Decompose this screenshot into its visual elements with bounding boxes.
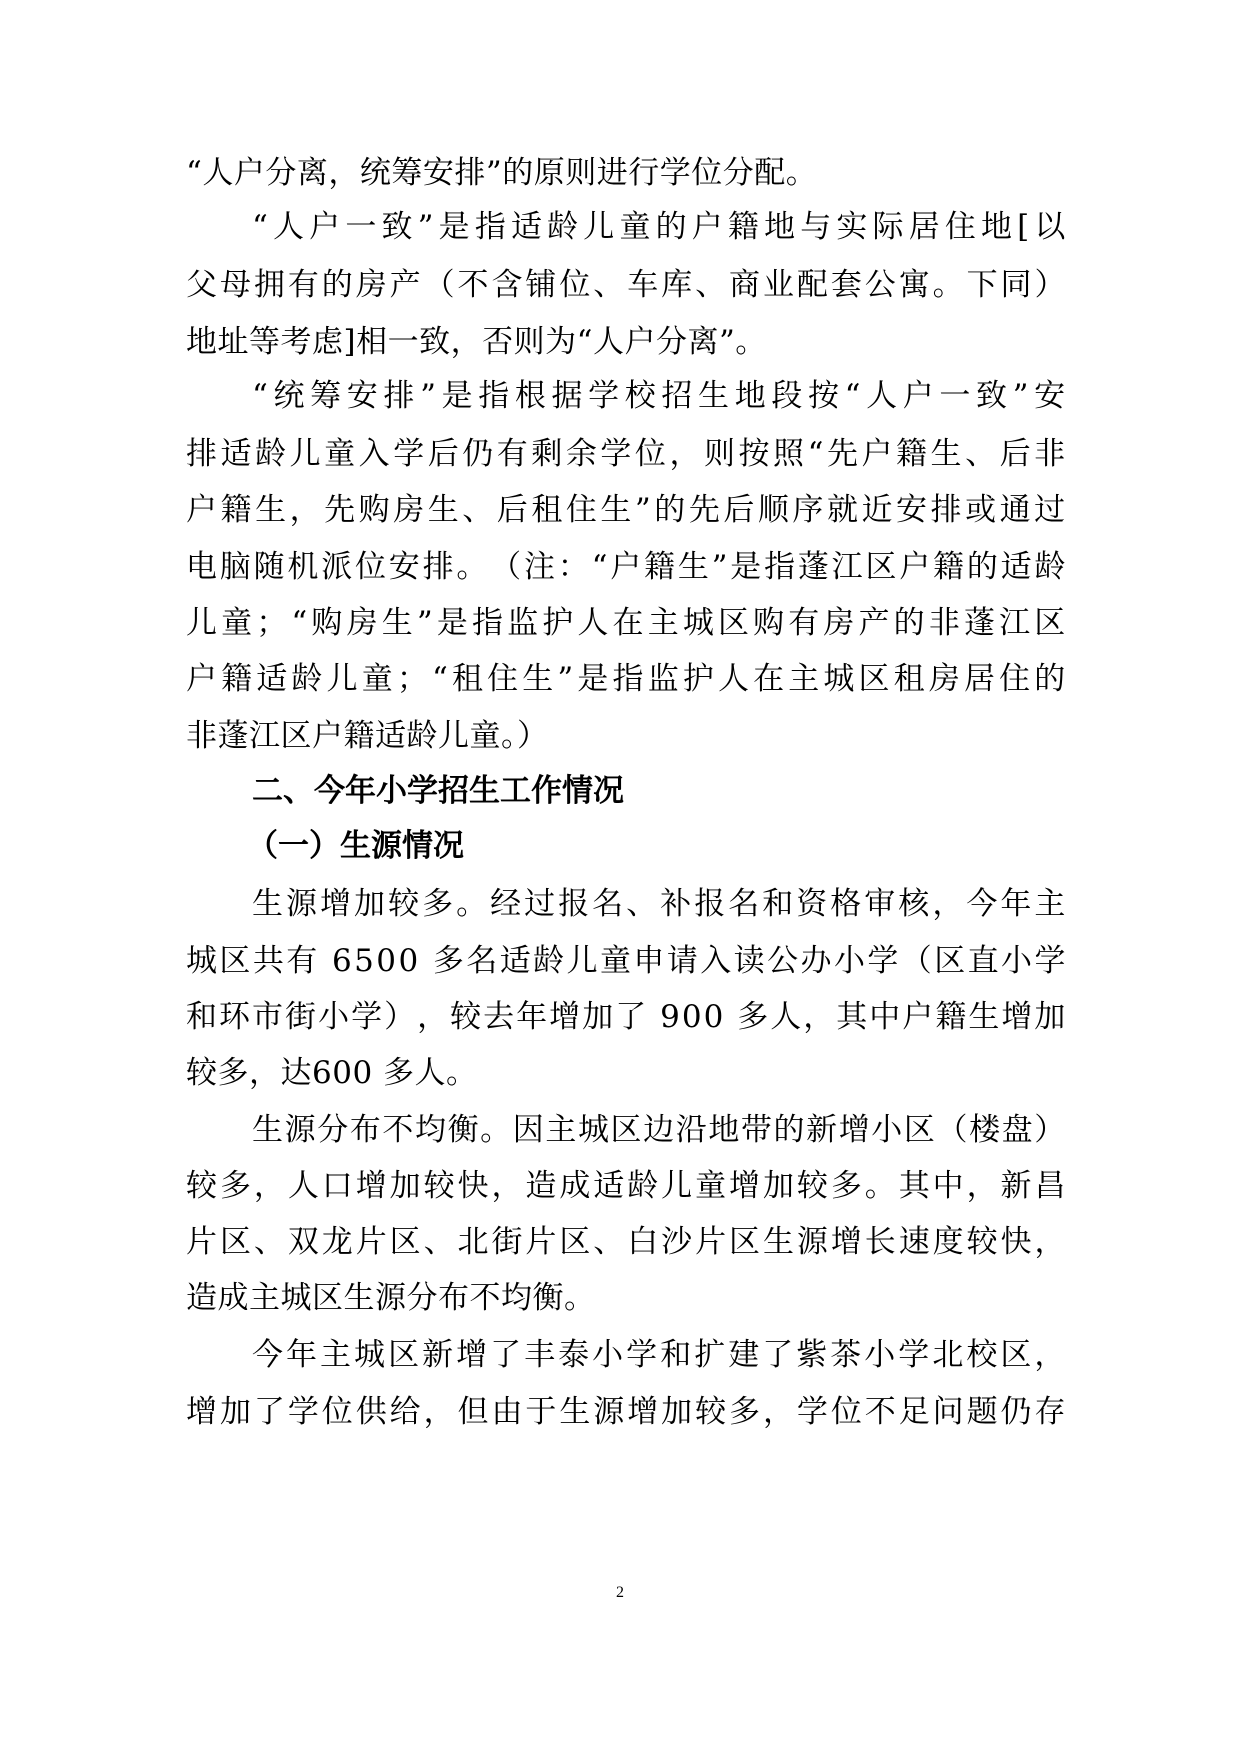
body-text-line: 生 源 分 布 不 均 衡 。 因 主 城 区 边 沿 地 带 的 新 增 小 区 （ 楼 盘 ） [252,1112,1066,1148]
body-text-line: 增 加 了 学 位 供 给 ， 但 由 于 生 源 增 加 较 多 ， 学 位 不 足 问 题 仍 存 [186,1394,1066,1430]
body-text-line: 今 年 主 城 区 新 增 了 丰 泰 小 学 和 扩 建 了 紫 茶 小 学 北 校 区 ， [252,1337,1066,1373]
body-text-line: 地址等考虑]相一致，否则为“人户分离”。 [186,324,767,360]
body-text-line: 较多，达600 多人。 [186,1055,478,1091]
body-text-line: 排 适 龄 儿 童 入 学 后 仍 有 剩 余 学 位 ， 则 按 照 “ 先 户 籍 生 、 后 非 [186,436,1066,472]
body-text-line: 较 多 ， 人 口 增 加 较 快 ， 造 成 适 龄 儿 童 增 加 较 多 。 其 中 ， 新 昌 [186,1168,1066,1204]
section-heading: 二、今年小学招生工作情况 [252,773,624,809]
body-text-line: 城 区 共 有 6 5 0 0 多 名 适 龄 儿 童 申 请 入 读 公 办 小 学 （ 区 直 小 学 [186,943,1066,979]
body-text-line: 和 环 市 街 小 学 ） ， 较 去 年 增 加 了 9 0 0 多 人 ， 其 中 户 籍 生 增 加 [186,999,1066,1035]
body-text-line: 片 区 、 双 龙 片 区 、 北 街 片 区 、 白 沙 片 区 生 源 增 长 速 度 较 快 ， [186,1224,1066,1260]
body-text-line: 父 母 拥 有 的 房 产 （ 不 含 铺 位 、 车 库 、 商 业 配 套 公 寓 。 下 同 ） [186,267,1066,303]
body-text-line: 造成主城区生源分布不均衡。 [186,1280,596,1316]
body-text-line: 户 籍 生 ， 先 购 房 生 、 后 租 住 生 ” 的 先 后 顺 序 就 近 安 排 或 通 过 [186,492,1066,528]
page-number: 2 [616,1584,624,1601]
body-text-line: 户 籍 适 龄 儿 童 ； “ 租 住 生 ” 是 指 监 护 人 在 主 城 区 租 房 居 住 的 [186,661,1066,697]
body-text-line: 生 源 增 加 较 多 。 经 过 报 名 、 补 报 名 和 资 格 审 核 ， 今 年 主 [252,886,1066,922]
body-text-line: “ 统 筹 安 排 ” 是 指 根 据 学 校 招 生 地 段 按 “ 人 户 一 致 ” 安 [252,378,1066,414]
body-text-line: “ 人 户 一 致 ” 是 指 适 龄 儿 童 的 户 籍 地 与 实 际 居 住 地 [ 以 [252,209,1066,245]
body-text-line: “人户分离，统筹安排”的原则进行学位分配。 [186,155,818,191]
body-text-line: 非蓬江区户籍适龄儿童。） [186,718,549,754]
body-text-line: 电 脑 随 机 派 位 安 排 。 （ 注 ： “ 户 籍 生 ” 是 指 蓬 江 区 户 籍 的 适 龄 [186,549,1066,585]
subsection-heading: （一）生源情况 [247,828,464,864]
body-text-line: 儿 童 ； “ 购 房 生 ” 是 指 监 护 人 在 主 城 区 购 有 房 产 的 非 蓬 江 区 [186,605,1066,641]
